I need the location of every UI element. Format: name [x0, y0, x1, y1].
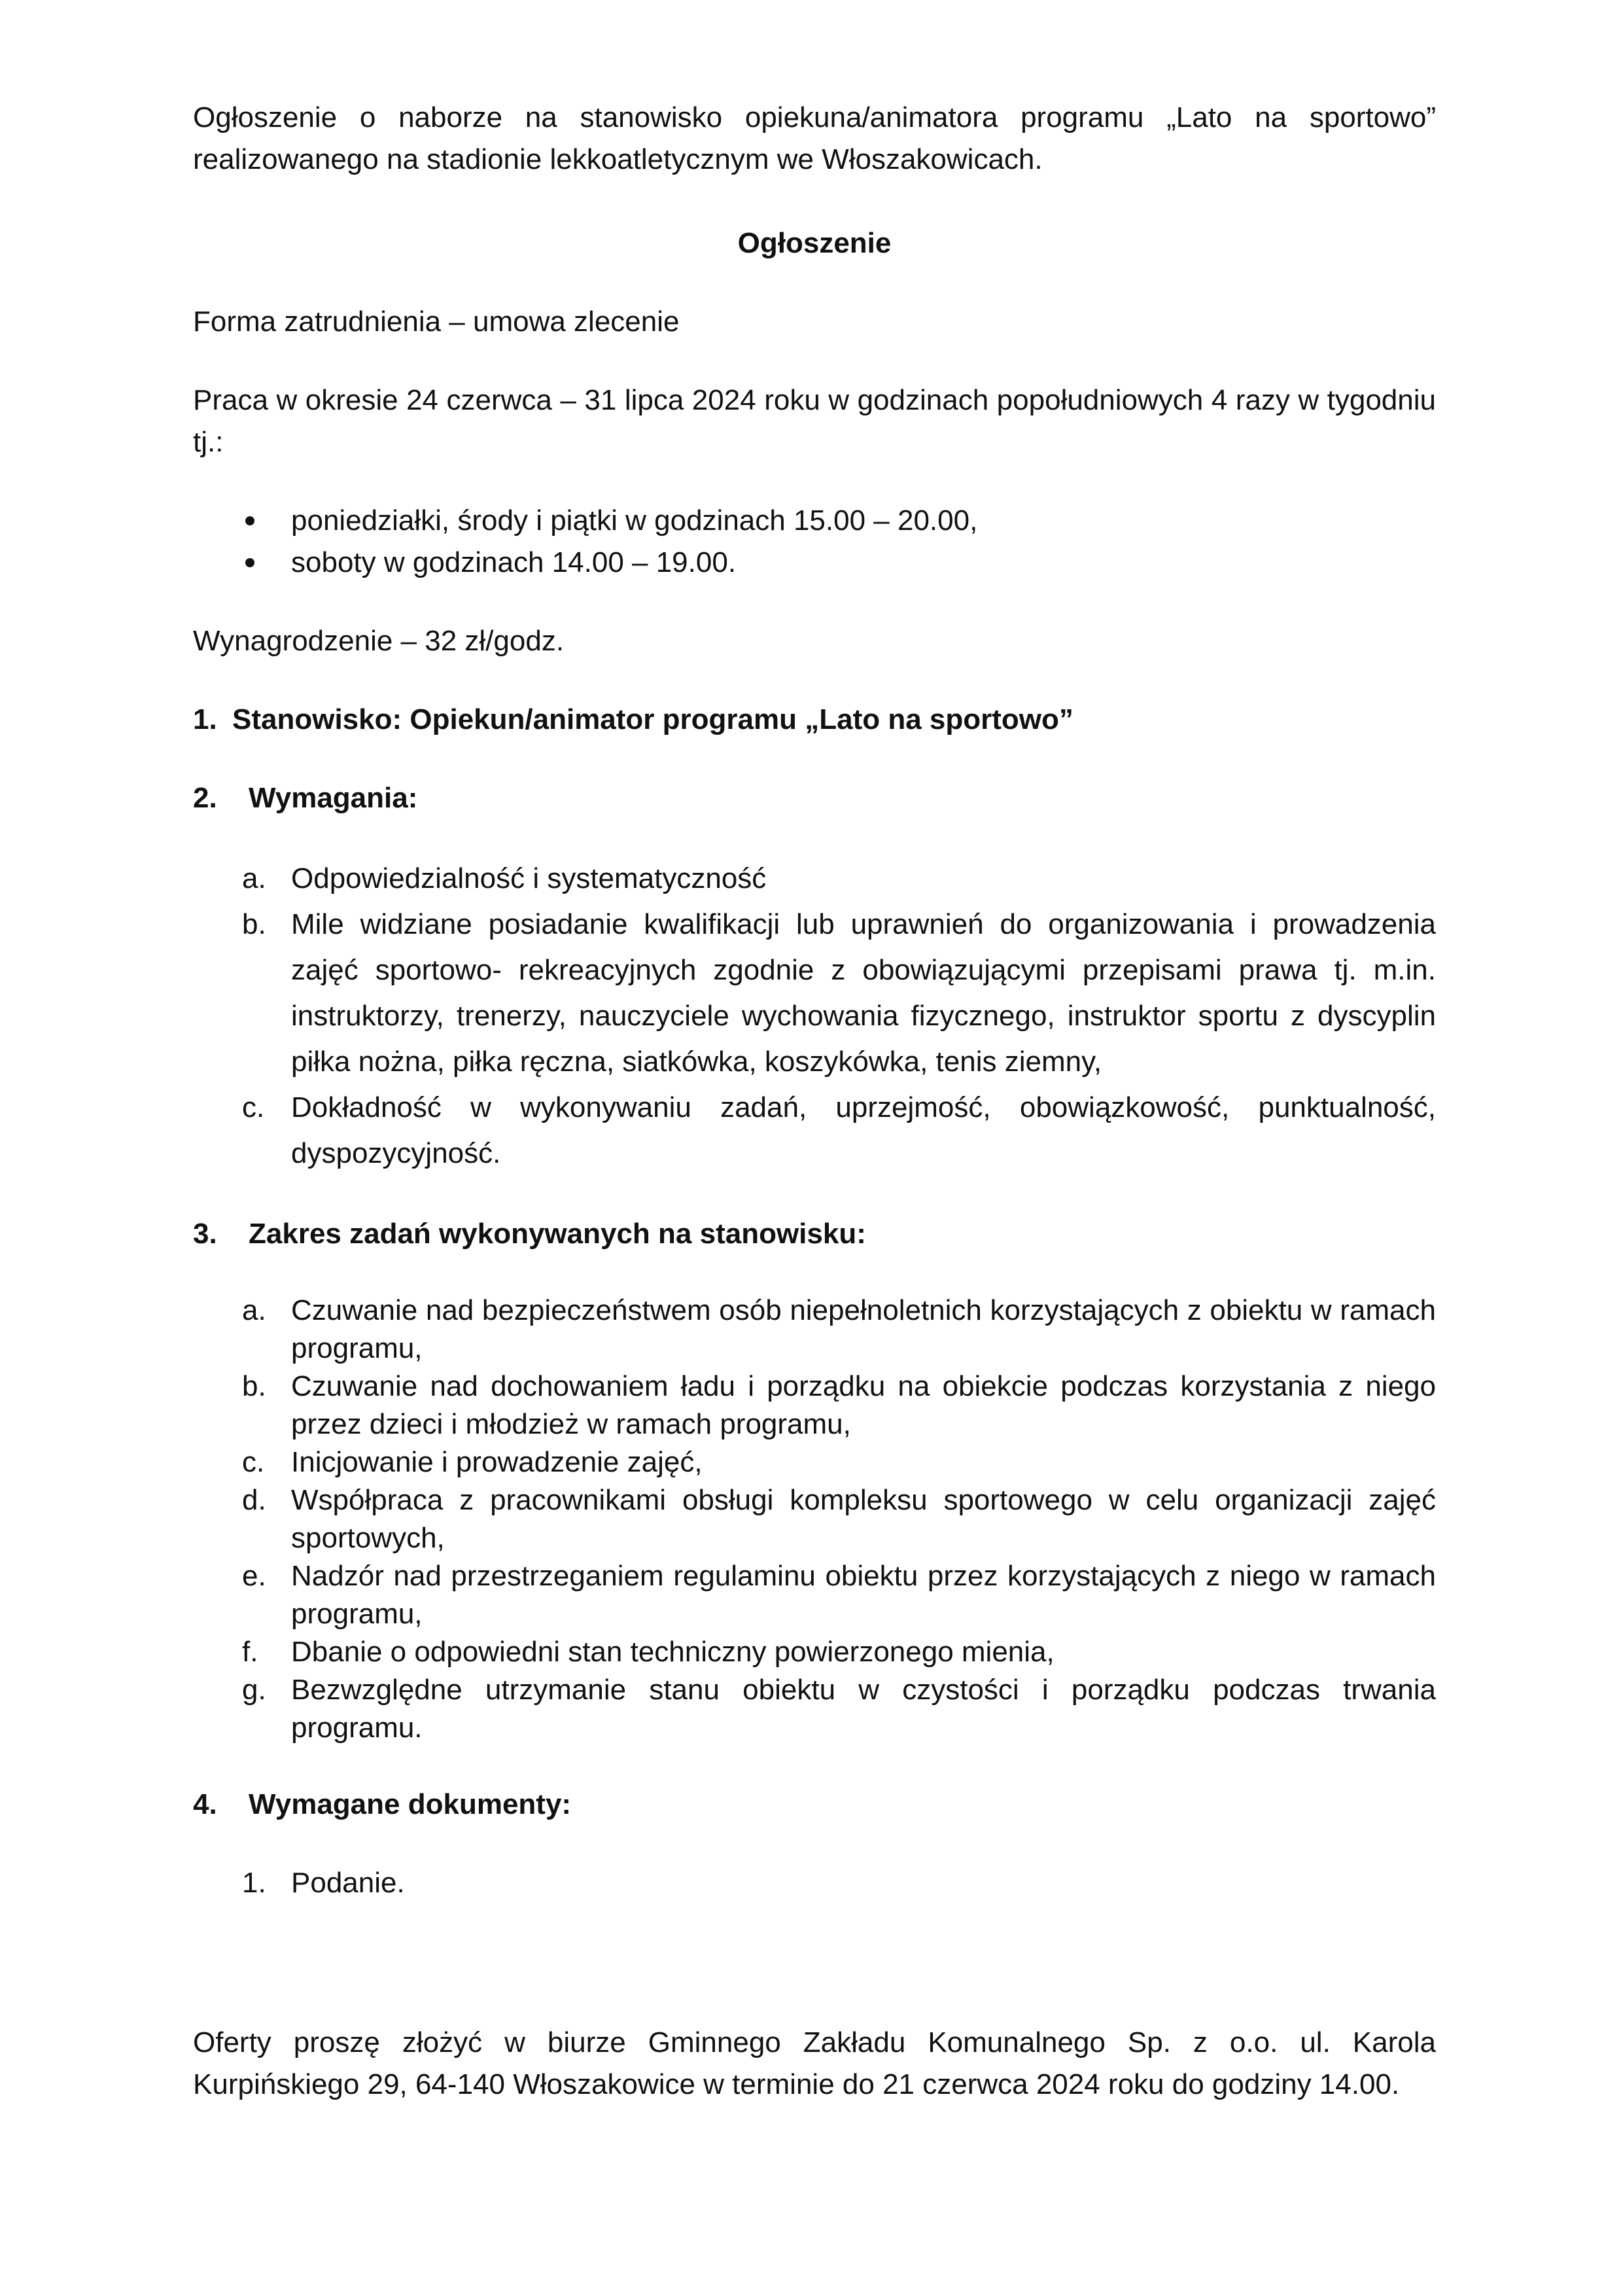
- list-item: [193, 1443, 1436, 1481]
- list-item: [193, 902, 1436, 1085]
- list-marker: 1.: [242, 1867, 266, 1899]
- list-marker: f.: [242, 1636, 258, 1668]
- list-item-text: Podanie.: [291, 1867, 405, 1899]
- list-item-text: Współpraca z pracownikami obsługi kompleksu sportowego w celu organizacji zajęć sportowych,: [291, 1484, 1436, 1554]
- schedule-item-text: poniedziałki, środy i piątki w godzinach 15.00 – 20.00,: [291, 504, 978, 537]
- intro-paragraph: Ogłoszenie o naborze na stanowisko opiekuna/animatora programu „Lato na sportowo” realizowanego na stadionie lekkoatletycznym we Włoszakowicach.: [193, 101, 1436, 175]
- requirements-list: [193, 856, 1436, 1176]
- section-title: Zakres zadań wykonywanych na stanowisku:: [249, 1218, 866, 1250]
- list-item-text: Nadzór nad przestrzeganiem regulaminu obiektu przez korzystających z niego w ramach programu,: [291, 1560, 1436, 1630]
- list-marker: d.: [242, 1484, 266, 1516]
- list-marker: a.: [242, 862, 266, 894]
- section-title: Stanowisko: Opiekun/animator programu „Lato na sportowo”: [232, 703, 1073, 735]
- section-requirements-heading: [193, 777, 1436, 819]
- closing-paragraph: Oferty proszę złożyć w biurze Gminnego Zakładu Komunalnego Sp. z o.o. ul. Karola Kurpińskiego 29, 64-140 Włoszakowice w terminie do 21 czerwca 2024 roku do godziny 14.00.: [193, 2026, 1436, 2100]
- list-marker: b.: [242, 908, 266, 940]
- list-marker: b.: [242, 1370, 266, 1402]
- section-number: 3.: [193, 1218, 217, 1250]
- list-marker: a.: [242, 1294, 266, 1326]
- list-item-text: Odpowiedzialność i systematyczność: [291, 862, 767, 894]
- bullet-icon: [245, 516, 254, 525]
- section-number: 4.: [193, 1788, 217, 1820]
- list-item: [193, 500, 1436, 542]
- list-item-text: Dbanie o odpowiedni stan techniczny powierzonego mienia,: [291, 1636, 1055, 1668]
- list-marker: c.: [242, 1091, 265, 1123]
- list-item-text: Bezwzględne utrzymanie stanu obiektu w czystości i porządku podczas trwania programu.: [291, 1674, 1436, 1744]
- list-item: [193, 1862, 1436, 1904]
- document-page: [193, 97, 1436, 2106]
- schedule-list: [193, 500, 1436, 584]
- employment-form: Forma zatrudnienia – umowa zlecenie: [193, 306, 680, 338]
- duties-list: [193, 1292, 1436, 1747]
- section-title: Wymagania:: [249, 782, 418, 814]
- section-position-heading: [193, 699, 1436, 741]
- list-item-text: Czuwanie nad dochowaniem ładu i porządku na obiekcie podczas korzystania z niego przez dzieci i młodzież w ramach programu,: [291, 1370, 1436, 1440]
- list-item-text: Inicjowanie i prowadzenie zajęć,: [291, 1446, 703, 1478]
- list-item: [193, 1557, 1436, 1633]
- salary: Wynagrodzenie – 32 zł/godz.: [193, 625, 565, 657]
- list-item: [193, 1368, 1436, 1443]
- section-number: 1.: [193, 703, 217, 735]
- list-item: [193, 1085, 1436, 1176]
- list-item-text: Czuwanie nad bezpieczeństwem osób niepełnoletnich korzystających z obiektu w ramach programu,: [291, 1294, 1436, 1364]
- list-item: [193, 1292, 1436, 1368]
- document-heading: Ogłoszenie: [737, 227, 892, 259]
- work-period: Praca w okresie 24 czerwca – 31 lipca 2024 roku w godzinach popołudniowych 4 razy w tygodniu tj.:: [193, 384, 1436, 458]
- list-marker: g.: [242, 1674, 266, 1706]
- schedule-item-text: soboty w godzinach 14.00 – 19.00.: [291, 546, 737, 578]
- section-documents-heading: [193, 1784, 1436, 1826]
- list-marker: e.: [242, 1560, 266, 1592]
- section-title: Wymagane dokumenty:: [249, 1788, 572, 1820]
- list-item: [193, 1633, 1436, 1671]
- list-marker: c.: [242, 1446, 265, 1478]
- list-item: [193, 1481, 1436, 1557]
- list-item-text: Mile widziane posiadanie kwalifikacji lub uprawnień do organizowania i prowadzenia zajęć sportowo- rekreacyjnych zgodnie z obowiązującymi przepisami prawa tj. m.in. instruktorzy, trenerzy, nauczyciele wychowania fizycznego, instruktor sportu z dyscyplin piłka nożna, piłka ręczna, siatkówka, koszykówka, tenis ziemny,: [291, 908, 1436, 1078]
- documents-list: [193, 1862, 1436, 1904]
- list-item: [193, 856, 1436, 902]
- list-item: [193, 542, 1436, 584]
- list-item: [193, 1671, 1436, 1747]
- section-duties-heading: [193, 1213, 1436, 1255]
- bullet-icon: [245, 558, 254, 567]
- section-number: 2.: [193, 782, 217, 814]
- list-item-text: Dokładność w wykonywaniu zadań, uprzejmość, obowiązkowość, punktualność, dyspozycyjność.: [291, 1091, 1436, 1169]
